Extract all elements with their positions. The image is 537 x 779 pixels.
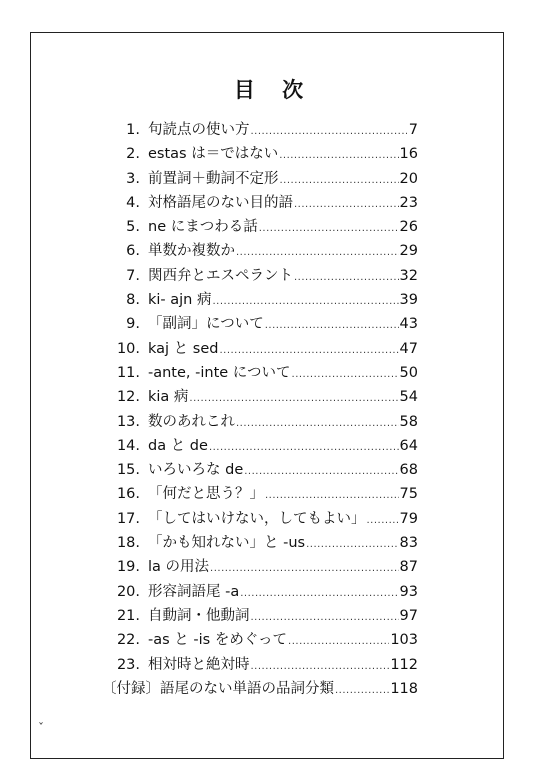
- entry-number: 11.: [116, 364, 140, 381]
- table-of-contents: [102, 118, 418, 701]
- page-number: 29: [399, 243, 418, 260]
- page-number: 50: [399, 364, 418, 381]
- toc-entry: [102, 653, 418, 677]
- entry-number: 23.: [116, 656, 140, 673]
- page-number: 79: [399, 510, 418, 527]
- page-number: 103: [390, 632, 418, 649]
- dot-leader: [212, 296, 398, 307]
- dot-leader: [265, 490, 399, 501]
- dot-leader: [280, 175, 399, 186]
- page-number: 68: [399, 462, 418, 479]
- page-number: 20: [399, 170, 418, 187]
- entry-label: kaj と sed: [148, 340, 219, 357]
- toc-entry: [102, 482, 418, 506]
- page-number: 93: [399, 583, 418, 600]
- entry-number: 8.: [126, 292, 140, 309]
- toc-entry: [102, 628, 418, 652]
- entry-number: 7.: [126, 267, 140, 284]
- page-number: 64: [399, 437, 418, 454]
- entry-number: 4.: [126, 194, 140, 211]
- toc-entry: [102, 167, 418, 191]
- page-number: 118: [390, 680, 418, 697]
- entry-label: 数のあれこれ: [148, 413, 235, 430]
- toc-entry: [102, 288, 418, 312]
- dot-leader: [259, 223, 399, 234]
- page-number: 112: [390, 656, 418, 673]
- entry-label: 句読点の使い方: [148, 122, 250, 138]
- dot-leader: [244, 466, 398, 477]
- entry-number: 6.: [126, 243, 140, 260]
- toc-entry: [102, 458, 418, 482]
- entry-label: estas は＝ではない: [148, 146, 279, 163]
- entry-label: 「副詞」について: [148, 316, 264, 333]
- dot-leader: [251, 661, 390, 672]
- dot-leader: [251, 126, 408, 137]
- dot-leader: [209, 442, 399, 453]
- entry-label: 「してはいけない，してもよい」: [148, 510, 366, 527]
- toc-entry: [102, 580, 418, 604]
- entry-label: kia 病: [148, 389, 189, 406]
- toc-entry: [102, 434, 418, 458]
- toc-entry: [102, 142, 418, 166]
- entry-number: 18.: [116, 535, 140, 552]
- dot-leader: [219, 345, 398, 356]
- entry-number: 17.: [116, 510, 140, 527]
- entry-label: 対格語尾のない目的語: [148, 194, 293, 211]
- entry-label: da と de: [148, 437, 208, 454]
- page-number: 83: [399, 535, 418, 552]
- toc-entry: [102, 337, 418, 361]
- entry-number: 14.: [116, 437, 140, 454]
- page-number: 75: [399, 486, 418, 503]
- entry-number: 3.: [126, 170, 140, 187]
- entry-number: 1.: [126, 122, 140, 138]
- dot-leader: [251, 612, 399, 623]
- entry-label: いろいろな de: [148, 462, 244, 479]
- entry-number: 20.: [116, 583, 140, 600]
- entry-label: la の用法: [148, 559, 210, 576]
- page-number: 47: [399, 340, 418, 357]
- entry-label: 「かも知れない」と -us: [148, 535, 306, 552]
- dot-leader: [279, 150, 398, 161]
- page-title: 目 次: [233, 78, 314, 103]
- entry-label: 前置詞＋動詞不定形: [148, 170, 279, 187]
- entry-label: 自動詞・他動詞: [148, 607, 250, 624]
- dot-leader: [265, 320, 399, 331]
- toc-entry: [102, 555, 418, 579]
- page-number: 23: [399, 194, 418, 211]
- dot-leader: [367, 515, 399, 526]
- entry-label: -as と -is をめぐって: [148, 632, 288, 649]
- dot-leader: [306, 539, 398, 550]
- toc-entry: [102, 239, 418, 263]
- toc-entry: [102, 191, 418, 215]
- dot-leader: [210, 563, 399, 574]
- toc-entry: [102, 507, 418, 531]
- entry-number: 21.: [116, 607, 140, 624]
- entry-label: 単数か複数か: [148, 243, 235, 260]
- page-number: 16: [399, 146, 418, 163]
- entry-label: ne にまつわる話: [148, 219, 258, 236]
- stray-mark: ˇ: [38, 721, 44, 735]
- dot-leader: [292, 369, 399, 380]
- entry-number: 13.: [116, 413, 140, 430]
- entry-number: 5.: [126, 219, 140, 236]
- entry-label: -ante, -inte について: [148, 364, 291, 381]
- dot-leader: [236, 247, 399, 258]
- entry-number: 15.: [116, 462, 140, 479]
- entry-number: 16.: [116, 486, 140, 503]
- toc-entry: [102, 312, 418, 336]
- page-number: 39: [399, 292, 418, 309]
- entry-label: 形容詞語尾 -a: [148, 583, 240, 600]
- page-number: 26: [399, 219, 418, 236]
- dot-leader: [240, 588, 398, 599]
- toc-entry: [102, 215, 418, 239]
- entry-label: 〔付録〕語尾のない単語の品詞分類: [102, 680, 334, 697]
- page-number: 58: [399, 413, 418, 430]
- page-number: 7: [408, 122, 418, 138]
- toc-entry: [102, 677, 418, 701]
- page-number: 54: [399, 389, 418, 406]
- dot-leader: [236, 418, 399, 429]
- toc-entry: [102, 410, 418, 434]
- dot-leader: [189, 393, 398, 404]
- entry-number: 10.: [116, 340, 140, 357]
- toc-entry: [102, 118, 418, 142]
- entry-label: 相対時と絶対時: [148, 656, 250, 673]
- entry-number: 2.: [126, 146, 140, 163]
- dot-leader: [288, 636, 389, 647]
- toc-entry: [102, 264, 418, 288]
- entry-number: 22.: [116, 632, 140, 649]
- entry-number: 12.: [116, 389, 140, 406]
- toc-entry: [102, 385, 418, 409]
- entry-label: ki- ajn 病: [148, 292, 212, 309]
- page-number: 43: [399, 316, 418, 333]
- dot-leader: [294, 199, 399, 210]
- toc-entry: [102, 604, 418, 628]
- page-number: 87: [399, 559, 418, 576]
- entry-label: 関西弁とエスペラント: [148, 267, 293, 284]
- page-number: 32: [399, 267, 418, 284]
- page-number: 97: [399, 607, 418, 624]
- entry-number: 9.: [126, 316, 140, 333]
- entry-label: 「何だと思う？」: [148, 486, 264, 503]
- toc-entry: [102, 531, 418, 555]
- dot-leader: [294, 272, 399, 283]
- dot-leader: [335, 685, 389, 696]
- entry-number: 19.: [116, 559, 140, 576]
- toc-entry: [102, 361, 418, 385]
